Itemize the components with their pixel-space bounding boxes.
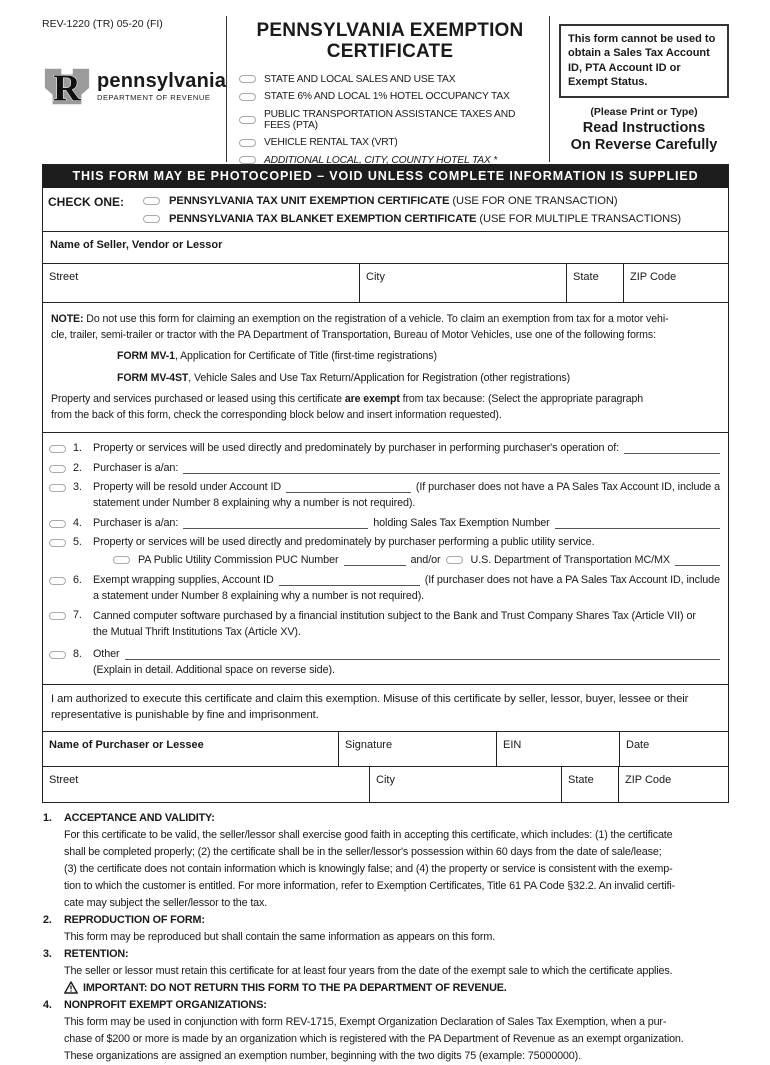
tax-option-row bbox=[239, 109, 541, 131]
blanket-certificate-label: PENNSYLVANIA TAX BLANKET EXEMPTION CERTIFICATE (USE FOR MULTIPLE TRANSACTIONS) bbox=[169, 213, 682, 225]
note-section bbox=[43, 303, 728, 433]
item-1-checkbox[interactable] bbox=[49, 445, 66, 453]
title-line-2: CERTIFICATE bbox=[326, 41, 454, 63]
warning-triangle-icon bbox=[64, 981, 78, 994]
check-one-options bbox=[143, 195, 681, 225]
exemption-item-2 bbox=[49, 462, 720, 474]
item-3-text-2: (If purchaser does not have a PA Sales Tax Account ID, include a bbox=[415, 481, 720, 494]
instruction-number: 3. bbox=[43, 947, 52, 960]
item-number: 4. bbox=[73, 516, 82, 529]
item-6-account-id-blank[interactable] bbox=[279, 574, 420, 586]
read-instructions-line: Read Instructions bbox=[582, 120, 706, 137]
usdot-checkbox[interactable] bbox=[446, 556, 463, 564]
instruction-line: cate may subject the seller/lessor to the tax. bbox=[64, 896, 268, 909]
form-number: REV-1220 (TR) 05-20 (FI) bbox=[42, 18, 163, 30]
item-6-text: Exempt wrapping supplies, Account ID bbox=[93, 573, 274, 586]
unit-certificate-label: PENNSYLVANIA TAX UNIT EXEMPTION CERTIFICATE (USE FOR ONE TRANSACTION) bbox=[169, 195, 618, 207]
exemption-item-5 bbox=[49, 536, 720, 566]
item-number: 7. bbox=[73, 609, 82, 622]
tax-option-row bbox=[239, 155, 541, 166]
exempt-intro-line: from the back of this form, check the corresponding block below and insert information requested). bbox=[51, 409, 502, 422]
item-8-checkbox[interactable] bbox=[49, 651, 66, 659]
ein-field[interactable] bbox=[496, 732, 619, 766]
seller-street-field[interactable] bbox=[43, 264, 359, 302]
instruction-line: shall be completed properly; (2) the certificate shall be in the seller/lessor's possession within 60 days from the date of sale/lease; bbox=[64, 845, 662, 858]
instruction-line: tion to which the customer is entitled. For more information, refer to Exemption Certificates, Title 61 PA Code §32.2. An invalid certifi- bbox=[64, 879, 676, 892]
form-mv4st-line: FORM MV-4ST, Vehicle Sales and Use Tax Return/Application for Registration (other registrations) bbox=[117, 371, 571, 384]
item-3-continuation: statement under Number 8 explaining why a number is not required). bbox=[93, 497, 416, 510]
item-8-other-blank[interactable] bbox=[125, 648, 720, 660]
check-one-section bbox=[43, 188, 728, 232]
instruction-line: chase of $200 or more is made by an organization which is registered with the PA Department of Revenue as an exempt organization. bbox=[64, 1032, 684, 1045]
tax-option-row bbox=[239, 74, 541, 85]
zip-label: ZIP Code bbox=[625, 773, 672, 786]
photocopy-banner: THIS FORM MAY BE PHOTOCOPIED – VOID UNLESS COMPLETE INFORMATION IS SUPPLIED bbox=[43, 165, 728, 188]
item-7-checkbox[interactable] bbox=[49, 612, 66, 620]
exempt-intro-line: Property and services purchased or leased using this certificate are exempt from tax because: (Select the appropriate paragraph bbox=[51, 392, 644, 405]
item-5-text: Property or services will be used directly and predominately by purchaser performing a public utility service. bbox=[93, 536, 595, 549]
read-instructions-line: On Reverse Carefully bbox=[570, 137, 718, 154]
item-4-checkbox[interactable] bbox=[49, 520, 66, 528]
instruction-line: These organizations are assigned an exemption number, beginning with the two digits 75 (example: 75000000). bbox=[64, 1049, 581, 1062]
item-3-text: Property will be resold under Account ID bbox=[93, 481, 282, 494]
purchaser-name-row bbox=[43, 732, 728, 767]
city-label: City bbox=[376, 773, 395, 786]
date-field[interactable] bbox=[619, 732, 728, 766]
vrt-tax-checkbox[interactable] bbox=[239, 139, 256, 147]
instruction-line: This form may be used in conjunction with form REV-1715, Exempt Organization Declaration of Sales Tax Exemption, when a pur- bbox=[64, 1015, 667, 1028]
exemption-item-3 bbox=[49, 481, 720, 509]
seller-name-field[interactable] bbox=[43, 232, 728, 264]
exemption-items-section bbox=[43, 433, 728, 685]
item-8-text: Other bbox=[93, 647, 120, 660]
seller-address-row bbox=[43, 264, 728, 303]
puc-number-checkbox[interactable] bbox=[113, 556, 130, 564]
authorization-line: I am authorized to execute this certificate and claim this exemption. Misuse of this certificate by seller, lessor, buyer, lessee or their bbox=[51, 692, 689, 705]
form-body bbox=[42, 164, 729, 803]
signature-field[interactable] bbox=[338, 732, 496, 766]
exemption-item-1 bbox=[49, 442, 720, 454]
instruction-number: 4. bbox=[43, 998, 52, 1011]
instruction-heading: NONPROFIT EXEMPT ORGANIZATIONS: bbox=[64, 998, 267, 1011]
read-instructions-note bbox=[559, 120, 729, 154]
usdot-label: U.S. Department of Transportation MC/MX bbox=[470, 554, 671, 567]
unit-certificate-checkbox[interactable] bbox=[143, 197, 160, 205]
page-title bbox=[239, 20, 541, 63]
print-or-type-note: (Please Print or Type) bbox=[590, 106, 698, 119]
purchaser-name-label: Name of Purchaser or Lessee bbox=[49, 738, 204, 751]
authorization-line: representative is punishable by fine and imprisonment. bbox=[51, 709, 319, 722]
sales-use-tax-checkbox[interactable] bbox=[239, 75, 256, 83]
purchaser-address-row bbox=[43, 767, 728, 802]
item-7-text: Canned computer software purchased by a financial institution subject to the Bank and Trust Company Shares Tax (Article VII) or the Mutual Thrift Institutions Tax (Article XV). bbox=[93, 610, 696, 638]
usdot-number-blank[interactable] bbox=[675, 554, 720, 566]
item-8-explain-note: (Explain in detail. Additional space on reverse side). bbox=[93, 663, 335, 676]
item-1-operation-blank[interactable] bbox=[624, 442, 720, 454]
tax-option-label: ADDITIONAL LOCAL, CITY, COUNTY HOTEL TAX * bbox=[264, 154, 498, 166]
tax-option-row bbox=[239, 91, 541, 102]
signature-label: Signature bbox=[345, 738, 393, 751]
street-label: Street bbox=[49, 773, 79, 786]
item-6-text-2: (If purchaser does not have a PA Sales Tax Account ID, include bbox=[424, 573, 720, 586]
state-label: State bbox=[573, 271, 599, 283]
logo-wordmark bbox=[97, 71, 226, 102]
purchaser-street-field[interactable] bbox=[43, 767, 369, 802]
date-label: Date bbox=[626, 738, 650, 751]
seller-zip-field[interactable] bbox=[623, 264, 728, 302]
puc-number-blank[interactable] bbox=[344, 554, 406, 566]
blanket-certificate-option bbox=[143, 213, 681, 225]
item-1-text: Property or services will be used directly and predominately by purchaser in performing purchaser's operation of: bbox=[93, 442, 620, 455]
instruction-number: 2. bbox=[43, 913, 52, 926]
seller-name-label: Name of Seller, Vendor or Lessor bbox=[50, 239, 223, 251]
seller-state-field[interactable] bbox=[566, 264, 623, 302]
purchaser-city-field[interactable] bbox=[369, 767, 561, 802]
instruction-number: 1. bbox=[43, 811, 52, 824]
note-line: cle, trailer, semi-trailer or tractor with the PA Department of Transportation, Bureau of Motor Vehicles, use one of the following forms: bbox=[51, 329, 656, 342]
item-number: 2. bbox=[73, 461, 82, 474]
header-center-column bbox=[226, 16, 549, 166]
instruction-heading: RETENTION: bbox=[64, 947, 129, 960]
item-number: 8. bbox=[73, 647, 82, 660]
purchaser-state-field[interactable] bbox=[561, 767, 618, 802]
check-one-label: CHECK ONE: bbox=[48, 195, 125, 209]
header-right-column bbox=[549, 16, 729, 162]
form-header bbox=[42, 16, 729, 166]
instruction-retention bbox=[42, 946, 729, 997]
important-notice bbox=[64, 980, 729, 997]
instruction-nonprofit bbox=[42, 997, 729, 1065]
item-2-checkbox[interactable] bbox=[49, 465, 66, 473]
tax-type-list bbox=[239, 74, 541, 166]
item-3-checkbox[interactable] bbox=[49, 484, 66, 492]
tax-option-label: STATE 6% AND LOCAL 1% HOTEL OCCUPANCY TAX bbox=[264, 91, 510, 103]
item-4-text: Purchaser is a/an: bbox=[93, 516, 179, 529]
instruction-heading: REPRODUCTION OF FORM: bbox=[64, 913, 205, 926]
pa-department-of-revenue-logo bbox=[42, 62, 226, 111]
hotel-occupancy-tax-checkbox[interactable] bbox=[239, 93, 256, 101]
brand-department: DEPARTMENT OF REVENUE bbox=[97, 93, 211, 102]
item-2-text: Purchaser is a/an: bbox=[93, 461, 179, 474]
item-4-exemption-number-blank[interactable] bbox=[555, 517, 720, 529]
note-line: NOTE: Do not use this form for claiming an exemption on the registration of a vehicle. To claim an exemption from tax for a motor vehi- bbox=[51, 313, 669, 325]
instruction-line: This form may be reproduced but shall contain the same information as appears on this form. bbox=[64, 930, 496, 943]
puc-number-label: PA Public Utility Commission PUC Number bbox=[138, 554, 339, 567]
blanket-certificate-checkbox[interactable] bbox=[143, 215, 160, 223]
authorization-statement bbox=[43, 685, 728, 732]
instruction-reproduction bbox=[42, 912, 729, 946]
item-number: 5. bbox=[73, 536, 82, 549]
item-3-account-id-blank[interactable] bbox=[286, 481, 411, 493]
exemption-item-7 bbox=[49, 609, 720, 640]
cannot-use-notice: This form cannot be used to obtain a Sales Tax Account ID, PTA Account ID or Exempt Status. bbox=[559, 24, 729, 98]
item-4-purchaser-type-blank[interactable] bbox=[183, 517, 368, 529]
item-2-purchaser-type-blank[interactable] bbox=[183, 462, 720, 474]
exemption-item-8 bbox=[49, 648, 720, 676]
street-label: Street bbox=[49, 271, 79, 283]
instruction-line: For this certificate to be valid, the seller/lessor shall exercise good faith in accepting this certificate, which includes: (1) the certificate bbox=[64, 828, 673, 841]
instruction-heading: ACCEPTANCE AND VALIDITY: bbox=[64, 811, 215, 824]
instruction-line: (3) the certificate does not contain information which is knowingly false; and (4) the property or service is consistent with the exemp- bbox=[64, 862, 673, 875]
item-6-continuation: a statement under Number 8 explaining why a number is not required). bbox=[93, 589, 425, 602]
ein-label: EIN bbox=[503, 738, 522, 751]
important-text: IMPORTANT: DO NOT RETURN THIS FORM TO THE PA DEPARTMENT OF REVENUE. bbox=[83, 981, 507, 994]
seller-city-field[interactable] bbox=[359, 264, 566, 302]
header-left-column bbox=[42, 16, 226, 162]
tax-option-label: VEHICLE RENTAL TAX (VRT) bbox=[264, 137, 398, 149]
instruction-line: The seller or lessor must retain this certificate for at least four years from the date of the exempt sale to which the certificate applies. bbox=[64, 964, 673, 977]
state-label: State bbox=[568, 773, 594, 786]
tax-option-label: PUBLIC TRANSPORTATION ASSISTANCE TAXES AND FEES (PTA) bbox=[264, 108, 516, 131]
unit-certificate-option bbox=[143, 195, 681, 207]
purchaser-zip-field[interactable] bbox=[618, 767, 728, 802]
pta-tax-checkbox[interactable] bbox=[239, 116, 256, 124]
item-number: 1. bbox=[73, 442, 82, 455]
tax-option-row bbox=[239, 137, 541, 148]
svg-text:R: R bbox=[53, 67, 81, 110]
and-or-label: and/or bbox=[410, 554, 441, 567]
form-mv1-line: FORM MV-1, Application for Certificate of Title (first-time registrations) bbox=[117, 350, 437, 363]
city-label: City bbox=[366, 271, 385, 283]
item-number: 3. bbox=[73, 481, 82, 494]
item-4-text-2: holding Sales Tax Exemption Number bbox=[373, 516, 550, 529]
instructions-section bbox=[42, 803, 729, 1065]
zip-label: ZIP Code bbox=[630, 271, 677, 283]
item-number: 6. bbox=[73, 573, 82, 586]
additional-hotel-tax-checkbox[interactable] bbox=[239, 156, 256, 164]
tax-option-label: STATE AND LOCAL SALES AND USE TAX bbox=[264, 73, 456, 85]
exemption-item-4 bbox=[49, 517, 720, 529]
title-line-1: PENNSYLVANIA EXEMPTION bbox=[256, 20, 524, 41]
item-5-checkbox[interactable] bbox=[49, 539, 66, 547]
keystone-logo-icon bbox=[42, 61, 92, 111]
exemption-item-6 bbox=[49, 574, 720, 602]
item-6-checkbox[interactable] bbox=[49, 577, 66, 585]
purchaser-name-field[interactable] bbox=[43, 732, 338, 766]
instruction-acceptance bbox=[42, 810, 729, 912]
brand-name: pennsylvania bbox=[97, 70, 227, 92]
